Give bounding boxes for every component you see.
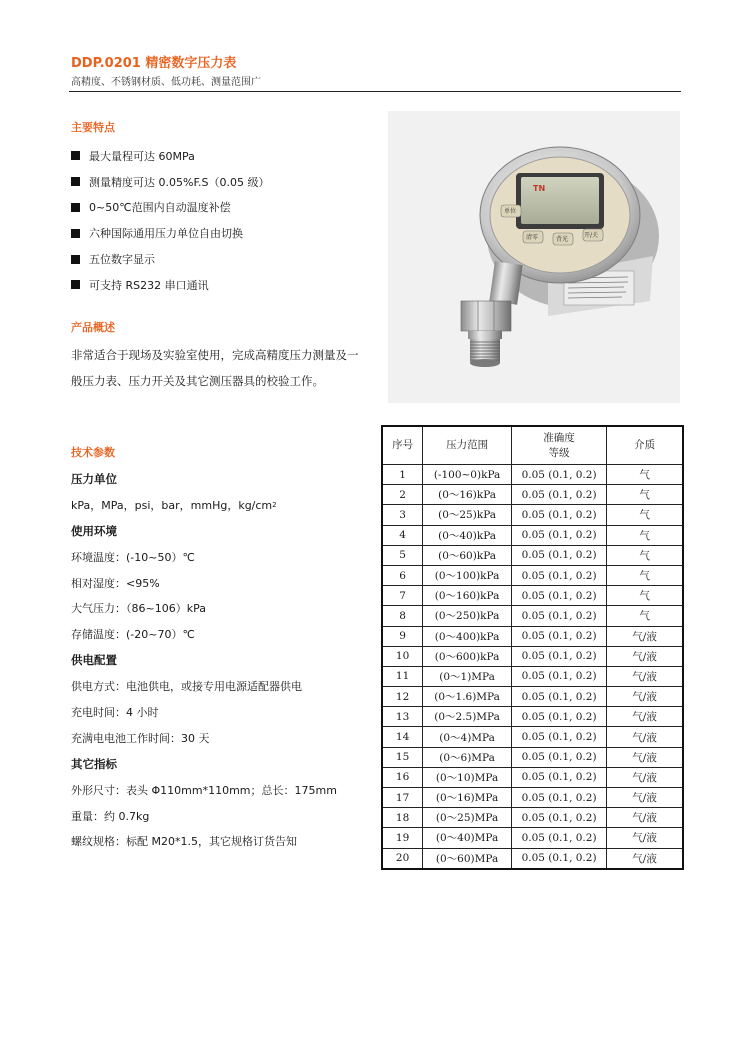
cell-medium: 气/液: [607, 747, 683, 767]
table-row: [382, 606, 683, 626]
features-list: [71, 143, 269, 298]
key-label: 开/关: [584, 232, 599, 239]
cell-no: 17: [382, 788, 423, 808]
params-block: [71, 466, 371, 854]
cell-no: 3: [382, 505, 423, 525]
table-header-row: [382, 426, 683, 465]
cell-accuracy: 0.05 (0.1, 0.2): [511, 767, 606, 787]
cell-medium: 气: [607, 485, 683, 505]
cell-range: (0～600)kPa: [423, 646, 512, 666]
cell-no: 11: [382, 666, 423, 686]
brand-logo: TN: [533, 184, 546, 193]
table-row: [382, 485, 683, 505]
table-row: [382, 687, 683, 707]
cell-no: 4: [382, 525, 423, 545]
feature-item: 最大量程可达 60MPa: [71, 143, 269, 169]
cell-accuracy: 0.05 (0.1, 0.2): [511, 848, 606, 869]
cell-no: 1: [382, 465, 423, 485]
table-row: [382, 747, 683, 767]
table-row: [382, 707, 683, 727]
cell-medium: 气/液: [607, 808, 683, 828]
cell-no: 5: [382, 545, 423, 565]
table-row: [382, 666, 683, 686]
cell-accuracy: 0.05 (0.1, 0.2): [511, 646, 606, 666]
square-bullet-icon: [71, 255, 80, 264]
units-line: kPa，MPa，psi，bar，mmHg，kg/cm 2: [71, 498, 277, 512]
square-bullet-icon: [71, 151, 80, 160]
features-heading: 主要特点: [71, 121, 115, 134]
feature-item: 六种国际通用压力单位自由切换: [71, 220, 269, 246]
cell-range: (0～25)MPa: [423, 808, 512, 828]
pressure-gauge-image: [388, 111, 680, 403]
table-row: [382, 626, 683, 646]
cell-range: (0～250)kPa: [423, 606, 512, 626]
cell-no: 9: [382, 626, 423, 646]
cell-accuracy: 0.05 (0.1, 0.2): [511, 525, 606, 545]
env-item: 大气压力：（86~106）kPa: [71, 602, 206, 616]
cell-no: 2: [382, 485, 423, 505]
table-row: [382, 465, 683, 485]
square-bullet-icon: [71, 177, 80, 186]
cell-accuracy: 0.05 (0.1, 0.2): [511, 586, 606, 606]
cell-no: 12: [382, 687, 423, 707]
table-row: [382, 788, 683, 808]
other-item: 重量：约 0.7kg: [71, 809, 150, 823]
cell-medium: 气: [607, 545, 683, 565]
cell-medium: 气/液: [607, 727, 683, 747]
table-row: [382, 586, 683, 606]
square-bullet-icon: [71, 203, 80, 212]
cell-range: (0～16)MPa: [423, 788, 512, 808]
params-heading: 技术参数: [71, 446, 115, 459]
table-row: [382, 848, 683, 869]
cell-accuracy: 0.05 (0.1, 0.2): [511, 485, 606, 505]
cell-accuracy: 0.05 (0.1, 0.2): [511, 727, 606, 747]
cell-medium: 气/液: [607, 767, 683, 787]
cell-range: (0～400)kPa: [423, 626, 512, 646]
cell-range: (0～2.5)MPa: [423, 707, 512, 727]
power-item: 供电方式：电池供电，或接专用电源适配器供电: [71, 680, 302, 694]
cell-range: (0～1)MPa: [423, 666, 512, 686]
cell-no: 13: [382, 707, 423, 727]
cell-medium: 气: [607, 586, 683, 606]
overview-text: 非常适合于现场及实验室使用，完成高精度压力测量及一般压力表、压力开关及其它测压器具的校验工作。: [71, 348, 359, 388]
cell-no: 8: [382, 606, 423, 626]
cell-accuracy: 0.05 (0.1, 0.2): [511, 687, 606, 707]
cell-accuracy: 0.05 (0.1, 0.2): [511, 788, 606, 808]
cell-accuracy: 0.05 (0.1, 0.2): [511, 828, 606, 848]
cell-accuracy: 0.05 (0.1, 0.2): [511, 465, 606, 485]
cell-range: (0～16)kPa: [423, 485, 512, 505]
cell-accuracy: 0.05 (0.1, 0.2): [511, 808, 606, 828]
cell-range: (-100~0)kPa: [423, 465, 512, 485]
cell-range: (0～100)kPa: [423, 565, 512, 585]
table-row: [382, 565, 683, 585]
cell-no: 18: [382, 808, 423, 828]
cell-medium: 气: [607, 505, 683, 525]
cell-range: (0～6)MPa: [423, 747, 512, 767]
other-item: 螺纹规格：标配 M20*1.5，其它规格订货告知: [71, 835, 297, 849]
cell-medium: 气/液: [607, 788, 683, 808]
col-header-no: 序号: [382, 426, 423, 465]
env-heading: 使用环境: [71, 523, 117, 538]
table-row: [382, 727, 683, 747]
page-subtitle: 高精度、不锈钢材质、低功耗、测量范围广: [71, 77, 261, 88]
power-item: 充电时间：4 小时: [71, 705, 159, 719]
cell-medium: 气/液: [607, 687, 683, 707]
cell-no: 20: [382, 848, 423, 869]
page-title: DDP.0201 精密数字压力表: [71, 56, 237, 71]
cell-no: 6: [382, 565, 423, 585]
cell-range: (0～60)MPa: [423, 848, 512, 869]
table-row: [382, 646, 683, 666]
cell-range: (0～160)kPa: [423, 586, 512, 606]
col-header-range: 压力范围: [423, 426, 512, 465]
cell-accuracy: 0.05 (0.1, 0.2): [511, 565, 606, 585]
power-heading: 供电配置: [71, 653, 117, 668]
cell-accuracy: 0.05 (0.1, 0.2): [511, 666, 606, 686]
cell-no: 19: [382, 828, 423, 848]
key-label: 清零: [526, 234, 539, 241]
cell-no: 16: [382, 767, 423, 787]
cell-medium: 气/液: [607, 848, 683, 869]
cell-medium: 气: [607, 606, 683, 626]
cell-range: (0～10)MPa: [423, 767, 512, 787]
key-label: 单位: [504, 208, 517, 215]
env-item: 环境温度：(-10~50）℃: [71, 550, 195, 564]
cell-no: 14: [382, 727, 423, 747]
cell-accuracy: 0.05 (0.1, 0.2): [511, 626, 606, 646]
unit-heading: 压力单位: [71, 471, 117, 486]
cell-no: 15: [382, 747, 423, 767]
col-header-accuracy: 准确度 等级: [511, 426, 606, 465]
feature-item: 测量精度可达 0.05%F.S（0.05 级）: [71, 169, 269, 195]
cell-medium: 气: [607, 565, 683, 585]
square-bullet-icon: [71, 280, 80, 289]
env-item: 相对湿度：<95%: [71, 576, 160, 590]
other-heading: 其它指标: [71, 756, 117, 771]
table-row: [382, 828, 683, 848]
table-row: [382, 808, 683, 828]
header-divider: [69, 91, 681, 92]
cell-accuracy: 0.05 (0.1, 0.2): [511, 707, 606, 727]
cell-no: 7: [382, 586, 423, 606]
cell-range: (0～1.6)MPa: [423, 687, 512, 707]
cell-range: (0～4)MPa: [423, 727, 512, 747]
square-bullet-icon: [71, 229, 80, 238]
cell-range: (0～60)kPa: [423, 545, 512, 565]
cell-accuracy: 0.05 (0.1, 0.2): [511, 505, 606, 525]
table-row: [382, 545, 683, 565]
col-header-medium: 介质: [607, 426, 683, 465]
table-row: [382, 767, 683, 787]
cell-medium: 气: [607, 525, 683, 545]
cell-medium: 气/液: [607, 646, 683, 666]
feature-item: 五位数字显示: [71, 246, 269, 272]
table-row: [382, 525, 683, 545]
cell-accuracy: 0.05 (0.1, 0.2): [511, 747, 606, 767]
cell-medium: 气/液: [607, 828, 683, 848]
cell-range: (0～40)kPa: [423, 525, 512, 545]
cell-medium: 气/液: [607, 626, 683, 646]
table-row: [382, 505, 683, 525]
cell-medium: 气: [607, 465, 683, 485]
env-item: 存储温度：(-20~70）℃: [71, 628, 195, 642]
spec-table: [381, 425, 684, 870]
cell-range: (0～40)MPa: [423, 828, 512, 848]
power-item: 充满电电池工作时间：30 天: [71, 731, 210, 745]
feature-item: 可支持 RS232 串口通讯: [71, 272, 269, 298]
other-item: 外形尺寸：表头 Φ110mm*110mm；总长：175mm: [71, 783, 337, 797]
overview-heading: 产品概述: [71, 321, 115, 334]
feature-item: 0~50℃范围内自动温度补偿: [71, 195, 269, 221]
product-photo: [388, 111, 680, 403]
cell-range: (0～25)kPa: [423, 505, 512, 525]
key-label: 背光: [556, 236, 569, 243]
cell-accuracy: 0.05 (0.1, 0.2): [511, 606, 606, 626]
cell-medium: 气/液: [607, 666, 683, 686]
cell-no: 10: [382, 646, 423, 666]
cell-medium: 气/液: [607, 707, 683, 727]
cell-accuracy: 0.05 (0.1, 0.2): [511, 545, 606, 565]
